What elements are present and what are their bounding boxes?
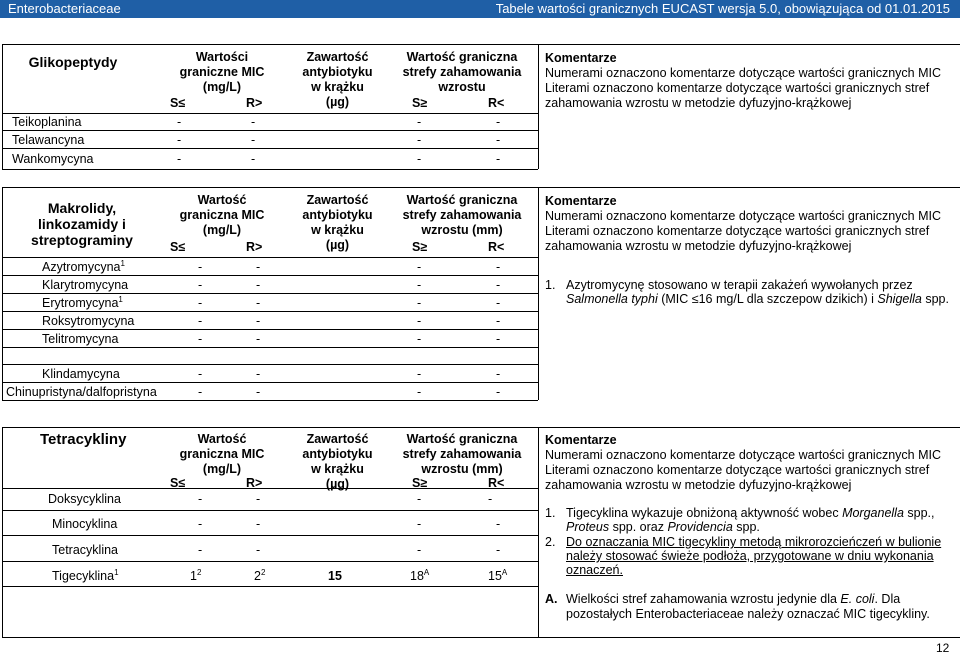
header-r: R> bbox=[246, 240, 263, 254]
row-name: Klindamycyna bbox=[42, 367, 120, 381]
cell: - bbox=[198, 543, 203, 557]
row-name: Chinupristyna/dalfopristyna bbox=[6, 385, 157, 399]
col-zone-header: Wartość graniczna strefy zahamowania wzrostu (mm) bbox=[402, 432, 522, 476]
comment-line: zahamowania wzrostu w metodzie dyfuzyjno-krążkowej bbox=[545, 96, 852, 110]
cell: - bbox=[417, 152, 422, 166]
note-text: Azytromycynę stosowano w terapii zakażeń wywołanych przez bbox=[566, 278, 913, 292]
note-number: 1. bbox=[545, 506, 556, 520]
note-number: 2. bbox=[545, 535, 556, 549]
col-mic-header: Wartość graniczna MIC (mg/L) bbox=[179, 432, 265, 476]
cell: - bbox=[198, 367, 203, 381]
cell: - bbox=[496, 115, 501, 129]
header-left: Enterobacteriaceae bbox=[8, 1, 121, 16]
header-r2: R< bbox=[488, 476, 505, 490]
row-name: Tetracyklina bbox=[52, 543, 118, 557]
cell: - bbox=[256, 314, 261, 328]
note-number: 1. bbox=[545, 278, 556, 292]
header-s: S≤ bbox=[170, 96, 186, 110]
cell: - bbox=[496, 332, 501, 346]
header-r: R> bbox=[246, 476, 263, 490]
page-header bbox=[0, 0, 960, 18]
row-name: Erytromycyna$^1$ bbox=[42, 294, 123, 310]
cell: - bbox=[417, 260, 422, 274]
cell: - bbox=[496, 133, 501, 147]
cell: - bbox=[417, 367, 422, 381]
page-number: 12 bbox=[936, 641, 950, 655]
cell: - bbox=[417, 385, 422, 399]
cell: $15^A$ bbox=[488, 567, 508, 583]
cell: - bbox=[256, 332, 261, 346]
cell: - bbox=[496, 543, 501, 557]
cell: - bbox=[198, 314, 203, 328]
note-text-2: Salmonella typhi (MIC ≤16 mg/L dla szczepow dzikich) i Shigella spp. bbox=[566, 292, 949, 306]
row-name: Telawancyna bbox=[12, 133, 85, 147]
cell: - bbox=[417, 492, 422, 506]
header-right: Tabele wartości granicznych EUCAST wersja 5.0, obowiązująca od 01.01.2015 bbox=[495, 1, 950, 16]
comment-line: Numerami oznaczono komentarze dotyczące wartości granicznych MIC bbox=[545, 448, 941, 462]
row-name: Teikoplanina bbox=[12, 115, 82, 129]
header-r: R> bbox=[246, 96, 263, 110]
col-disk-header: Zawartość antybiotyku w krążku (µg) bbox=[302, 193, 373, 252]
col-disk-header: Zawartość antybiotyku w krążku (µg) bbox=[302, 50, 373, 109]
cell: - bbox=[256, 543, 261, 557]
cell: - bbox=[496, 260, 501, 274]
cell: - bbox=[198, 492, 203, 506]
note-text: Do oznaczania MIC tigecykliny metodą mikrorozcieńczeń w bulionie bbox=[566, 535, 942, 549]
header-r2: R< bbox=[488, 96, 505, 110]
cell: - bbox=[177, 133, 182, 147]
header-r2: R< bbox=[488, 240, 505, 254]
cell: - bbox=[256, 385, 261, 399]
cell: - bbox=[496, 152, 501, 166]
cell: - bbox=[417, 296, 422, 310]
comment-line: Literami oznaczono komentarze dotyczące wartości granicznych stref bbox=[545, 224, 930, 238]
header-s: S≤ bbox=[170, 240, 186, 254]
cell: - bbox=[496, 296, 501, 310]
header-s2: S≥ bbox=[412, 240, 428, 254]
comments-title: Komentarze bbox=[545, 51, 617, 65]
cell: - bbox=[198, 296, 203, 310]
section-title: Glikopeptydy bbox=[28, 54, 118, 70]
cell: - bbox=[256, 492, 261, 506]
row-name: Azytromycyna$^1$ bbox=[42, 258, 125, 274]
row-name: Telitromycyna bbox=[42, 332, 119, 346]
col-zone-header: Wartość graniczna strefy zahamowania wzrostu bbox=[402, 50, 522, 94]
cell: - bbox=[417, 543, 422, 557]
cell: - bbox=[256, 260, 261, 274]
cell: - bbox=[198, 517, 203, 531]
cell: - bbox=[496, 314, 501, 328]
note-text: oznaczeń. bbox=[566, 563, 623, 577]
cell: $2^2$ bbox=[254, 567, 266, 583]
row-name: Klarytromycyna bbox=[42, 278, 129, 292]
note-text: Tigecyklina wykazuje obniżoną aktywność wobec Morganella spp., bbox=[566, 506, 935, 520]
cell: - bbox=[177, 115, 182, 129]
comments-title: Komentarze bbox=[545, 194, 617, 208]
cell: $18^A$ bbox=[410, 567, 430, 583]
comment-line: Literami oznaczono komentarze dotyczące wartości granicznych stref bbox=[545, 81, 930, 95]
comments-title: Komentarze bbox=[545, 433, 617, 447]
cell: - bbox=[198, 278, 203, 292]
header-s2: S≥ bbox=[412, 476, 428, 490]
col-disk-header: Zawartość antybiotyku w krążku (µg) bbox=[302, 432, 373, 491]
comment-line: zahamowania wzrostu w metodzie dyfuzyjno-krążkowej bbox=[545, 239, 852, 253]
cell: - bbox=[198, 385, 203, 399]
col-mic-header: Wartości graniczne MIC (mg/L) bbox=[179, 50, 265, 94]
cell: - bbox=[198, 260, 203, 274]
cell: - bbox=[496, 367, 501, 381]
row-name: Minocyklina bbox=[52, 517, 118, 531]
header-s2: S≥ bbox=[412, 96, 428, 110]
cell: - bbox=[251, 152, 256, 166]
cell: - bbox=[177, 152, 182, 166]
cell: 15 bbox=[328, 569, 342, 583]
row-name: Wankomycyna bbox=[12, 152, 94, 166]
cell: - bbox=[417, 115, 422, 129]
row-name: Tigecyklina$^1$ bbox=[52, 567, 119, 583]
cell: - bbox=[496, 278, 501, 292]
cell: - bbox=[417, 332, 422, 346]
cell: - bbox=[488, 492, 493, 506]
note-text: Wielkości stref zahamowania wzrostu jedynie dla E. coli. Dla bbox=[566, 592, 901, 606]
cell: - bbox=[251, 115, 256, 129]
cell: - bbox=[496, 385, 501, 399]
header-s: S≤ bbox=[170, 476, 186, 490]
col-zone-header: Wartość graniczna strefy zahamowania wzrostu (mm) bbox=[402, 193, 522, 237]
cell: - bbox=[417, 278, 422, 292]
cell: - bbox=[251, 133, 256, 147]
comment-line: Literami oznaczono komentarze dotyczące wartości granicznych stref bbox=[545, 463, 930, 477]
cell: - bbox=[496, 517, 501, 531]
row-name: Doksycyklina bbox=[48, 492, 121, 506]
cell: $1^2$ bbox=[190, 567, 202, 583]
note-letter: A. bbox=[545, 592, 558, 606]
note-text: należy stosować świeże podłoża, przygotowane w dniu wykonania bbox=[566, 549, 934, 563]
section-title: Tetracykliny bbox=[40, 431, 127, 448]
cell: - bbox=[417, 517, 422, 531]
section-title: Makrolidy, linkozamidy i streptograminy bbox=[31, 200, 133, 248]
cell: - bbox=[256, 367, 261, 381]
note-text: Proteus spp. oraz Providencia spp. bbox=[566, 520, 760, 534]
comment-line: Numerami oznaczono komentarze dotyczące wartości granicznych MIC bbox=[545, 209, 941, 223]
row-name: Roksytromycyna bbox=[42, 314, 135, 328]
comment-line: zahamowania wzrostu w metodzie dyfuzyjno-krążkowej bbox=[545, 478, 852, 492]
cell: - bbox=[417, 133, 422, 147]
cell: - bbox=[256, 278, 261, 292]
note-text: pozostałych Enterobacteriaceae należy oznaczać MIC tigecykliny. bbox=[566, 607, 930, 621]
comment-line: Numerami oznaczono komentarze dotyczące wartości granicznych MIC bbox=[545, 66, 941, 80]
cell: - bbox=[417, 314, 422, 328]
cell: - bbox=[256, 296, 261, 310]
col-mic-header: Wartość graniczna MIC (mg/L) bbox=[179, 193, 265, 237]
cell: - bbox=[198, 332, 203, 346]
cell: - bbox=[256, 517, 261, 531]
